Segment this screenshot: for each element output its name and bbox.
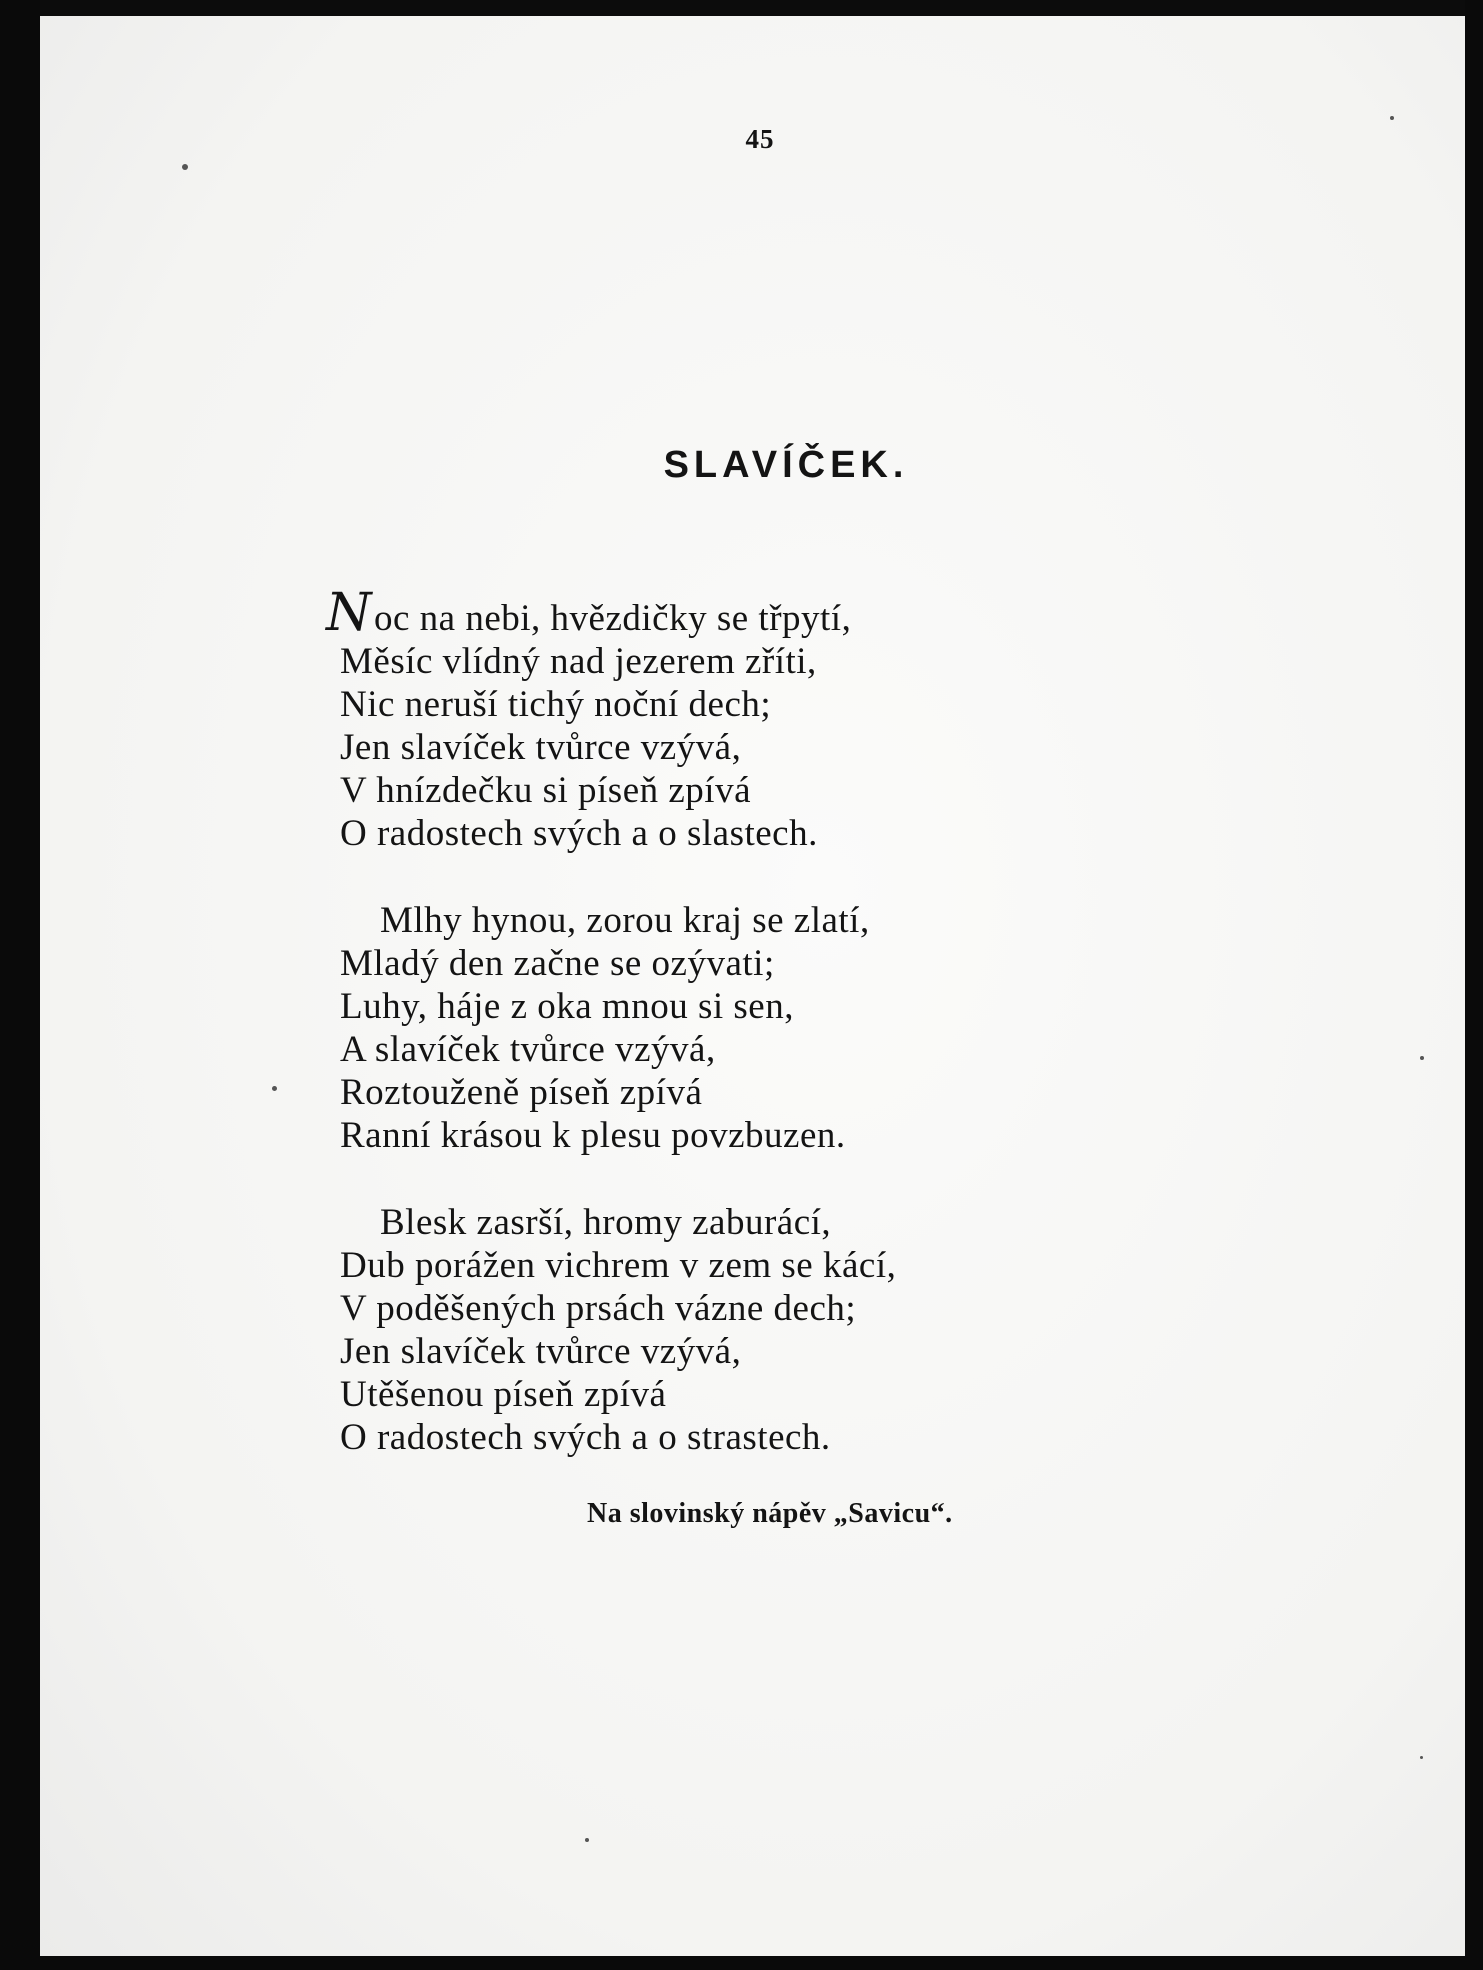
scan-border-right (1465, 0, 1483, 1970)
poem-line: Roztouženě píseň zpívá (340, 1072, 703, 1113)
scan-border-top (0, 0, 1483, 16)
poem-line: Utěšenou píseň zpívá (340, 1374, 667, 1415)
poem-line: Jen slavíček tvůrce vzývá, (340, 1331, 742, 1372)
page-number: 45 (745, 124, 775, 154)
poem-title: SLAVÍČEK. (663, 444, 909, 486)
poem-line: Ranní krásou k plesu povzbuzen. (340, 1115, 846, 1156)
poem-line: O radostech svých a o strastech. (340, 1417, 831, 1458)
scan-speck (182, 164, 188, 170)
stanza-1 (326, 583, 1120, 855)
poem-line: Jen slavíček tvůrce vzývá, (340, 727, 742, 768)
poem-line: Luhy, háje z oka mnou si sen, (340, 986, 794, 1027)
source-note: Na slovinský nápěv „Savicu“. (587, 1498, 953, 1529)
poem-line: Mlhy hynou, zorou kraj se zlatí, (380, 900, 870, 941)
scan-border-left (0, 0, 40, 1970)
stanza-3 (340, 1201, 1120, 1459)
scan-speck (1420, 1756, 1423, 1759)
poem-line: Nic neruší tichý noční dech; (340, 684, 772, 725)
poem-line: Mladý den začne se ozývati; (340, 943, 775, 984)
scan-speck (272, 1086, 277, 1091)
poem-line: Blesk zasrší, hromy zaburácí, (380, 1202, 832, 1243)
scan-speck (1420, 1056, 1424, 1060)
scan-speck (585, 1838, 589, 1842)
drop-cap-initial: N (326, 583, 372, 643)
stanza-2 (340, 899, 1120, 1157)
poem-line: V poděšených prsách vázne dech; (340, 1288, 857, 1329)
poem-line: V hnízdečku si píseň zpívá (340, 770, 752, 811)
scan-speck (1390, 116, 1394, 120)
poem-body (326, 583, 1120, 1503)
poem-line: Dub porážen vichrem v zem se kácí, (340, 1245, 897, 1286)
poem-line: A slavíček tvůrce vzývá, (340, 1029, 716, 1070)
scan-border-bottom (0, 1956, 1483, 1970)
poem-line: O radostech svých a o slastech. (340, 813, 818, 854)
poem-line-first (326, 583, 1120, 643)
poem-line: Měsíc vlídný nad jezerem zříti, (340, 641, 817, 682)
poem-line-first-text: oc na nebi, hvězdičky se třpytí, (374, 598, 852, 639)
book-page (40, 16, 1465, 1956)
